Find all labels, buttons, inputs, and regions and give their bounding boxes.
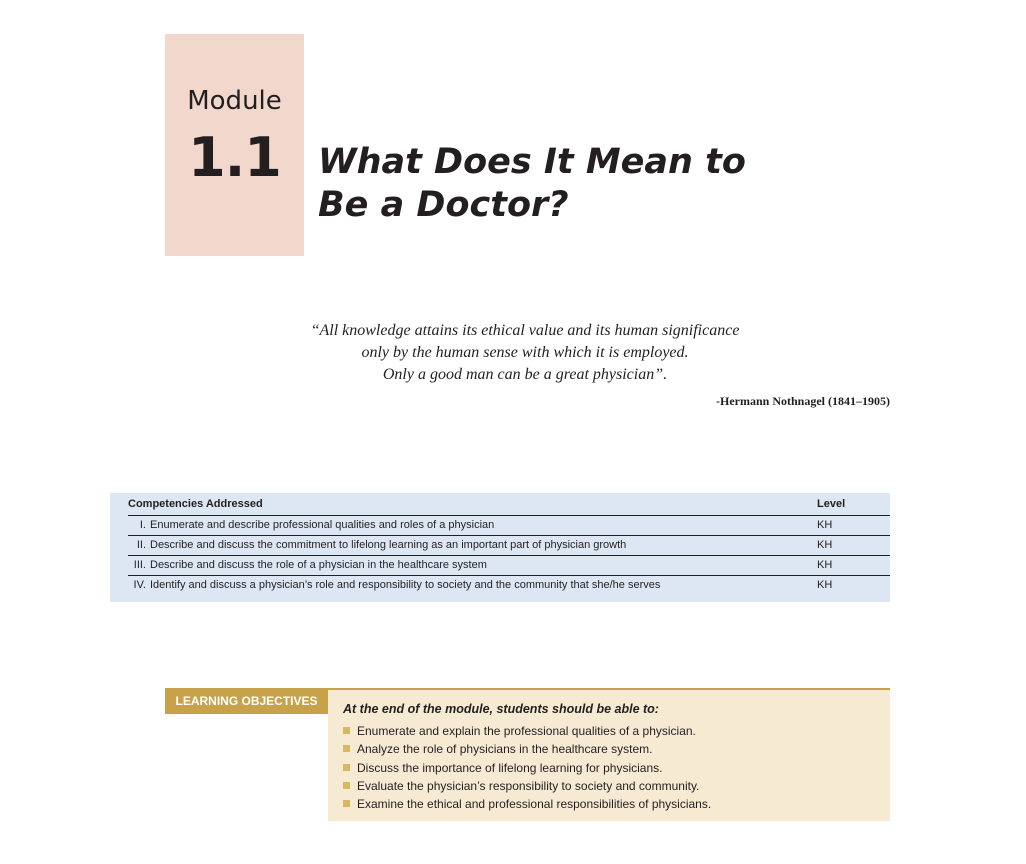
module-label: Module <box>187 86 282 116</box>
title-line-2: Be a Doctor? <box>318 185 569 225</box>
learning-objectives-label: LEARNING OBJECTIVES <box>165 688 328 714</box>
quote-line-2: only by the human sense with which it is employed. <box>361 344 689 361</box>
level-header: Level <box>817 498 846 510</box>
title-line-1: What Does It Mean to <box>318 142 746 182</box>
list-item <box>343 777 711 795</box>
list-item-text: Evaluate the physician’s responsibility to society and community. <box>357 778 700 793</box>
row-level: KH <box>817 559 833 571</box>
table-row <box>128 516 890 536</box>
quote-line-3: Only a good man can be a great physician”. <box>382 366 668 383</box>
list-item <box>343 795 711 813</box>
square-bullet-icon <box>343 745 350 752</box>
row-text: Enumerate and describe professional qualities and roles of a physician <box>150 519 495 531</box>
square-bullet-icon <box>343 727 350 734</box>
list-item-text: Analyze the role of physicians in the healthcare system. <box>357 742 653 757</box>
list-item <box>343 759 711 777</box>
table-row <box>128 536 890 556</box>
competencies-header-row <box>128 498 890 516</box>
page-title <box>318 141 746 227</box>
module-number: 1.1 <box>188 126 281 189</box>
row-text: Identify and discuss a physician’s role and responsibility to society and the community that she/he serves <box>150 579 661 591</box>
row-number: I. <box>139 519 146 531</box>
square-bullet-icon <box>343 782 350 789</box>
row-text: Describe and discuss the commitment to lifelong learning as an important part of physician growth <box>150 539 627 551</box>
learning-objectives-list <box>343 722 711 813</box>
list-item-text: Examine the ethical and professional responsibilities of physicians. <box>357 797 712 812</box>
learning-objectives-intro: At the end of the module, students should be able to: <box>343 702 659 716</box>
row-number: II. <box>136 539 146 551</box>
row-text: Describe and discuss the role of a physician in the healthcare system <box>150 559 487 571</box>
epigraph-quote <box>240 320 810 386</box>
module-box <box>165 34 304 256</box>
row-level: KH <box>817 539 833 551</box>
list-item <box>343 722 711 740</box>
list-item-text: Enumerate and explain the professional qualities of a physician. <box>357 724 696 738</box>
list-item-text: Discuss the importance of lifelong learning for physicians. <box>357 760 663 775</box>
table-row <box>128 556 890 576</box>
row-level: KH <box>817 519 833 531</box>
competencies-table <box>110 493 890 602</box>
quote-attribution: -Hermann Nothnagel (1841–1905) <box>716 394 890 408</box>
table-row <box>128 576 890 595</box>
square-bullet-icon <box>343 800 350 807</box>
learning-objectives-box <box>328 688 890 821</box>
competencies-header: Competencies Addressed <box>128 498 263 510</box>
row-level: KH <box>817 579 833 591</box>
square-bullet-icon <box>343 764 350 771</box>
quote-line-1: “All knowledge attains its ethical value and its human significance <box>310 322 740 339</box>
row-number: IV. <box>133 579 146 591</box>
list-item <box>343 740 711 758</box>
row-number: III. <box>133 559 146 571</box>
